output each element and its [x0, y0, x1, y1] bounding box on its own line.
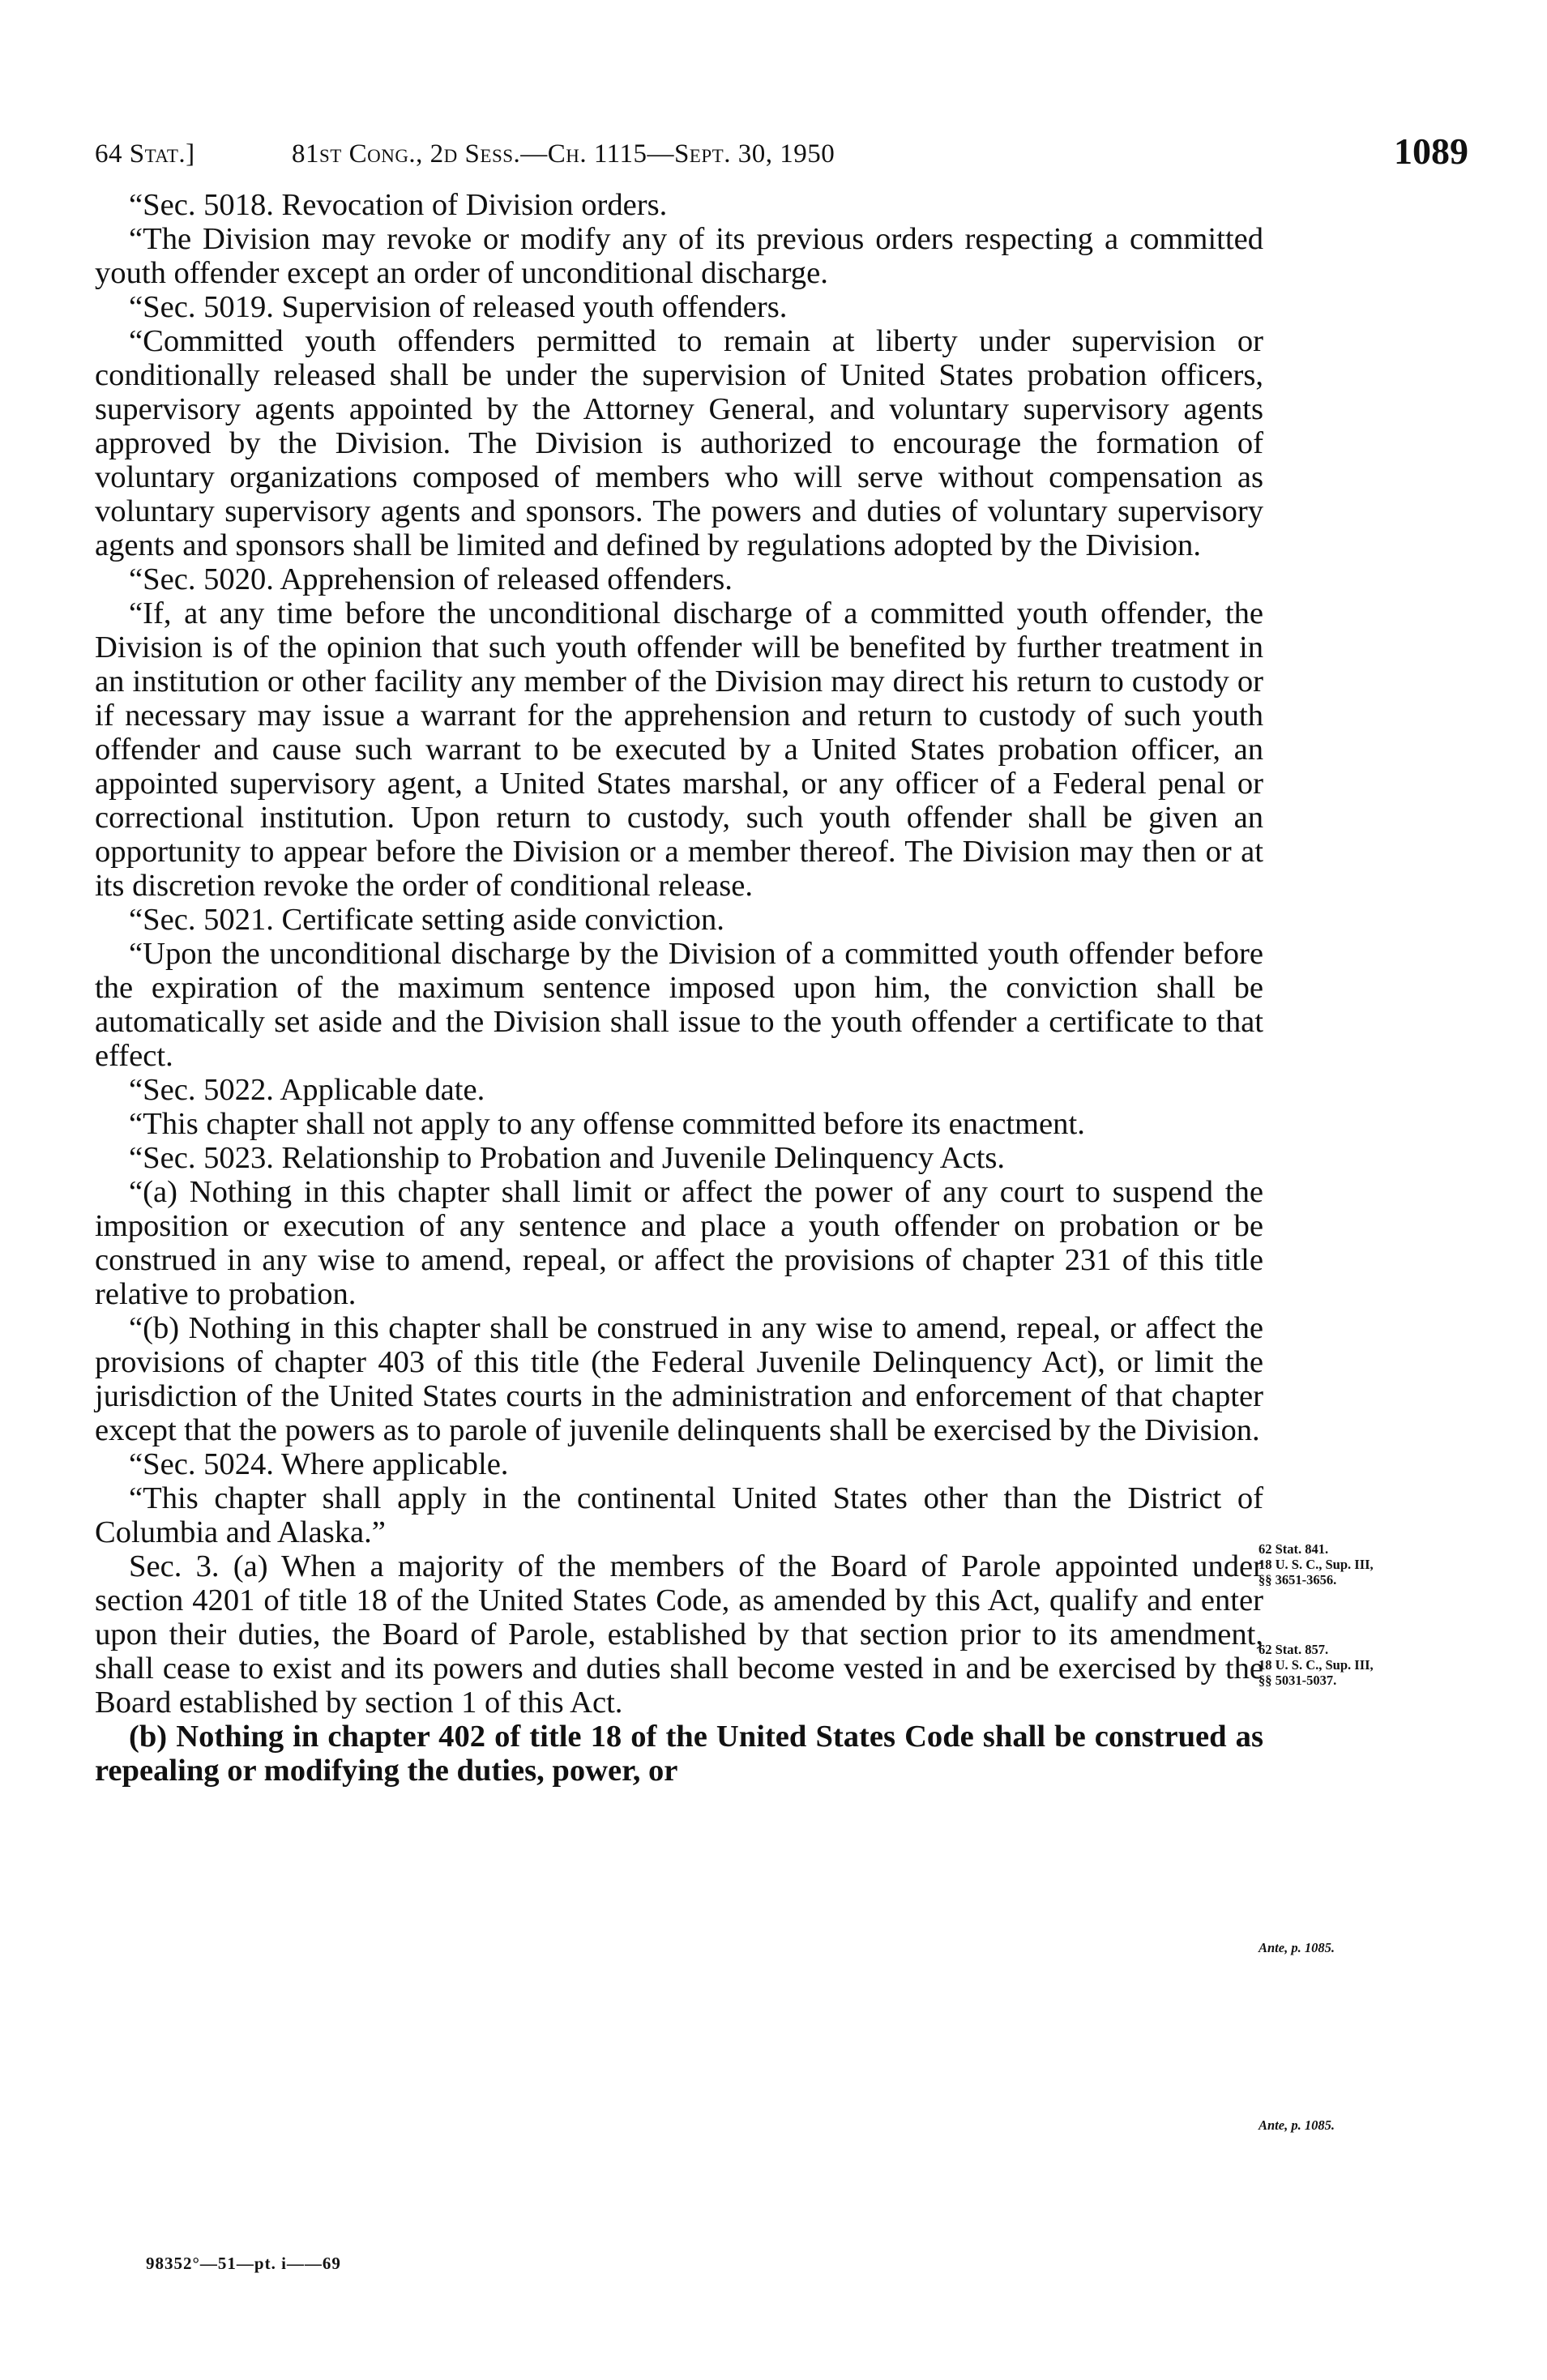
statute-text [95, 188, 1263, 1788]
section-heading-5024: “Sec. 5024. Where applicable. [129, 1447, 509, 1481]
section-heading-5021: “Sec. 5021. Certificate setting aside conviction. [129, 903, 724, 937]
paragraph-sec3-b: (b) Nothing in chapter 402 of title 18 of the United States Code shall be construed as repealing or modifying the duties, power, or [95, 1720, 1263, 1788]
running-header [95, 130, 1468, 178]
paragraph-5019: “Committed youth offenders permitted to remain at liberty under supervision or conditionally released shall be under the supervision of United States probation officers, supervisory agents appointed by the Attorney General, and voluntary supervisory agents approved by the Division. The Division is authorized to encourage the formation of voluntary organizations composed of members who will serve without compensation as voluntary supervisory agents and sponsors. The powers and duties of voluntary supervisory agents and sponsors shall be limited and defined by regulations adopted by the Division. [95, 324, 1263, 562]
section-heading-5022: “Sec. 5022. Applicable date. [129, 1073, 485, 1107]
margin-note-ante-2: Ante, p. 1085. [1259, 2117, 1335, 2133]
section-heading-5020: “Sec. 5020. Apprehension of released offenders. [129, 562, 733, 596]
volume-reference: 64 Stat.] [95, 139, 195, 169]
paragraph-sec3-a: Sec. 3. (a) When a majority of the members of the Board of Parole appointed under section 4201 of title 18 of the United States Code, as amended by this Act, qualify and enter upon their duties, the Board of Parole, established by that section prior to its amendment, shall cease to exist and its powers and duties shall become vested in and be exercised by the Board established by section 1 of this Act. [95, 1549, 1263, 1720]
paragraph-5024: “This chapter shall apply in the continental United States other than the District of Columbia and Alaska.” [95, 1481, 1263, 1549]
paragraph-5020: “If, at any time before the unconditional discharge of a committed youth offender, the Division is of the opinion that such youth offender will be benefited by further treatment in an institution or other facility any member of the Division may direct his return to custody or if necessary may issue a warrant for the apprehension and return to custody of such youth offender and cause such warrant to be executed by a United States probation officer, an appointed supervisory agent, a United States marshal, or any officer of a Federal penal or correctional institution. Upon return to custody, such youth offender shall be given an opportunity to appear before the Division or a member thereof. The Division may then or at its discretion revoke the order of conditional release. [95, 596, 1263, 903]
print-signature: 98352°—51—pt. i——69 [146, 2254, 341, 2273]
paragraph-5018: “The Division may revoke or modify any of its previous orders respecting a committed youth offender except an order of unconditional discharge. [95, 222, 1263, 290]
page-number: 1089 [1394, 130, 1468, 172]
margin-note-chapter-231: 62 Stat. 841. 18 U. S. C., Sup. III, §§ 3651-3656. [1259, 1541, 1374, 1587]
margin-note-ante-1: Ante, p. 1085. [1259, 1940, 1335, 1955]
paragraph-5023-a: “(a) Nothing in this chapter shall limit or affect the power of any court to suspend the imposition or execution of any sentence and place a youth offender on probation or be construed in any wise to amend, repeal, or affect the provisions of chapter 231 of this title relative to probation. [95, 1175, 1263, 1311]
session-chapter-date: 81st Cong., 2d Sess.—Ch. 1115—Sept. 30, 1950 [292, 139, 835, 169]
section-heading-5019: “Sec. 5019. Supervision of released youth offenders. [129, 290, 788, 324]
section-heading-5018: “Sec. 5018. Revocation of Division orders. [129, 188, 668, 222]
section-heading-5023: “Sec. 5023. Relationship to Probation and Juvenile Delinquency Acts. [129, 1141, 1006, 1175]
paragraph-5023-b: “(b) Nothing in this chapter shall be construed in any wise to amend, repeal, or affect the provisions of chapter 403 of this title (the Federal Juvenile Delinquency Act), or limit the jurisdiction of the United States courts in the administration and enforcement of that chapter except that the powers as to parole of juvenile delinquents shall be exercised by the Division. [95, 1311, 1263, 1447]
paragraph-5021: “Upon the unconditional discharge by the Division of a committed youth offender before the expiration of the maximum sentence imposed upon him, the conviction shall be automatically set aside and the Division shall issue to the youth offender a certificate to that effect. [95, 937, 1263, 1073]
margin-note-chapter-403: 62 Stat. 857. 18 U. S. C., Sup. III, §§ 5031-5037. [1259, 1642, 1374, 1688]
paragraph-5022: “This chapter shall not apply to any offense committed before its enactment. [129, 1107, 1085, 1141]
